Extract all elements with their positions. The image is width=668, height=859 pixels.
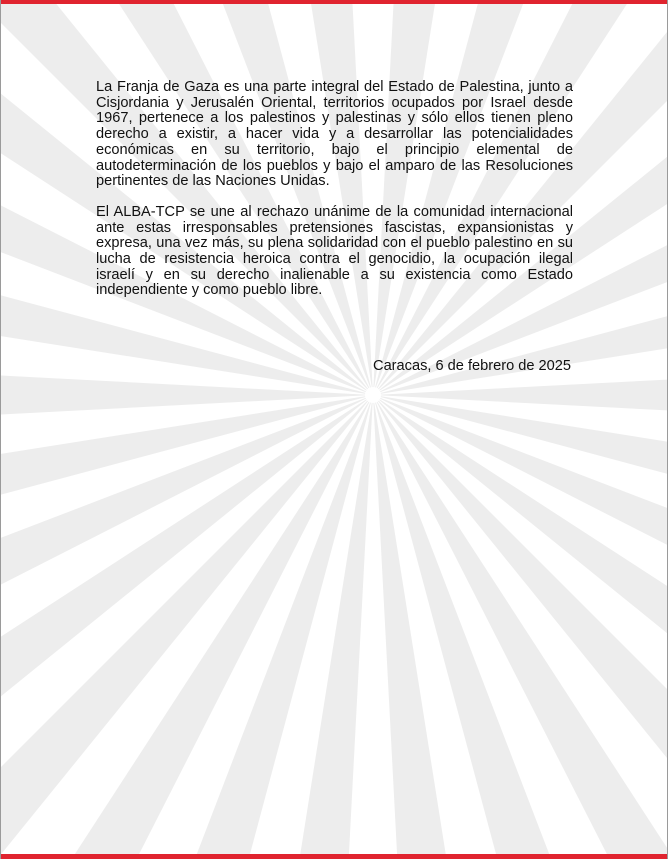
document-body [96,80,573,314]
paragraph-alba-tcp: El ALBA-TCP se une al rechazo unánime de la comunidad internacional ante estas irresponsables pretensiones fascistas, expansionistas y expresa, una vez más, su plena solidaridad con el pueblo palestino en su lucha de resistencia heroica contra el genocidio, la ocupación ilegal israelí y en su derecho inalienable a su existencia como Estado independiente y como pueblo libre. [96,203,573,299]
top-accent-bar [1,0,668,4]
bottom-accent-bar [1,854,668,859]
paragraph-gaza: La Franja de Gaza es una parte integral del Estado de Palestina, junto a Cisjordania y Jerusalén Oriental, territorios ocupados por Israel desde 1967, pertenece a los palestinos y palestinas y sólo ellos tienen pleno derecho a existir, a hacer vida y a desarrollar las potencialidades económicas en su territorio, bajo el principio elemental de autodeterminación de los pueblos y bajo el amparo de las Resoluciones pertinentes de las Naciones Unidas. [96,79,573,190]
date-signoff: Caracas, 6 de febrero de 2025 [373,358,571,374]
